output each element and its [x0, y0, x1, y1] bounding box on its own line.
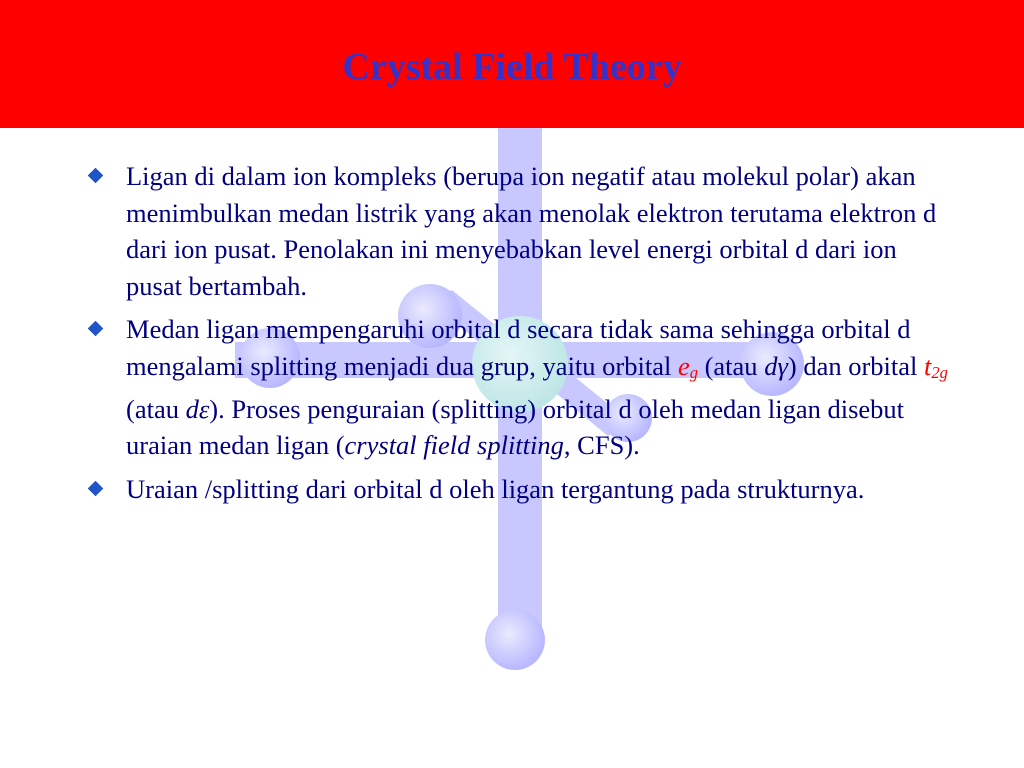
t2g-symbol: $t_{2g}$ [924, 350, 948, 382]
diamond-bullet-icon [88, 168, 104, 184]
diamond-bullet-icon [88, 481, 104, 497]
d-gamma-symbol: dγ [764, 350, 788, 381]
list-item [88, 158, 948, 304]
ligand-ball-bottom [485, 610, 545, 670]
slide-title: Crystal Field Theory [342, 46, 682, 88]
bullet-text: Medan ligan mempengaruhi orbital d secara tidak sama sehingga orbital d mengalami splitting menjadi dua grup, yaitu orbital [126, 314, 911, 381]
bullet-text: Ligan di dalam ion kompleks (berupa ion negatif atau molekul polar) akan menimbulkan medan listrik yang akan menolak elektron terutama elektron d dari ion pusat. Penolakan ini menyebabkan level energi orbital d dari ion pusat bertambah. [126, 161, 937, 301]
list-item [88, 471, 948, 508]
eg-symbol: $e_g$ [677, 350, 698, 382]
bullet-list [88, 158, 948, 514]
diamond-bullet-icon [88, 321, 104, 337]
list-item: Medan ligan mempengaruhi orbital d secara tidak sama sehingga orbital d mengalami splitting menjadi dua grup, yaitu orbital $e_g$ (atau dγ) dan orbital $t_{2g}$ (atau dε). Proses penguraian (splitting) orbital d oleh medan ligan disebut uraian medan ligan (crystal field splitting, CFS). [88, 311, 948, 464]
d-epsilon-symbol: dε [185, 393, 210, 424]
bullet-text: Uraian /splitting dari orbital d oleh ligan tergantung pada strukturnya. [126, 473, 865, 504]
cfs-term: crystal field splitting [344, 430, 564, 461]
